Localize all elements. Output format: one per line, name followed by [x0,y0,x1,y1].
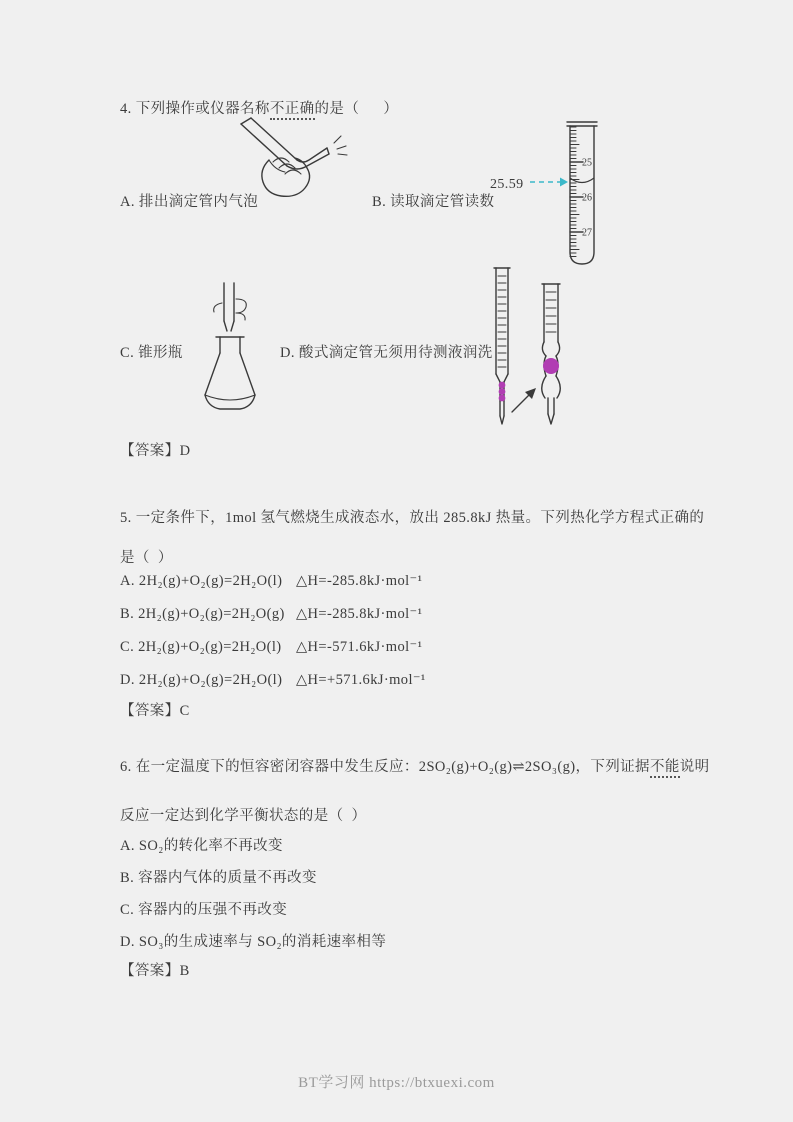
q4-option-d: D. 酸式滴定管无须用待测液润洗 [280,345,493,361]
q5-option-a-enthalpy: △H=-285.8kJ·mol⁻¹ [296,573,423,589]
q5-option-b-enthalpy: △H=-285.8kJ·mol⁻¹ [296,606,423,622]
q5-stem-line1: 5. 一定条件下，1mol 氢气燃烧生成液态水，放出 285.8kJ 热量。下列热化学方程式正确的 [120,510,705,526]
conical-flask-figure [178,283,278,425]
stopcock-dots [499,382,506,402]
q6-stem-line2: 反应一定达到化学平衡状态的是（ ） [120,808,367,824]
q5-option-d-equation: D. 2H₂(g)+O₂(g)=2H₂O(l) [120,672,283,688]
meniscus-curve [570,178,594,183]
q4-stem-emphasis: 不正确 [270,101,315,120]
burette-scale-figure [528,120,622,272]
q6-stem-line1 [120,757,710,777]
q4-option-a: A. 排出滴定管内气泡 [120,194,259,210]
q6-option-b: B. 容器内气体的质量不再改变 [120,870,317,886]
q4-option-b: B. 读取滴定管读数 [372,194,495,210]
q6-option-a: A. SO₂的转化率不再改变 [120,838,283,854]
burette-rinse-figure [472,264,607,442]
q6-stem-post: 说明 [679,759,710,775]
site-watermark: BT学习网 https://btxuexi.com [298,1075,495,1091]
q5-answer: 【答案】C [120,703,190,719]
q4-answer: 【答案】D [120,443,191,459]
q6-stem-pre: 6. 在一定温度下的恒容密闭容器中发生反应：2SO₂(g)+O₂(g)⇌2SO₃(g)，下列证据 [120,759,650,775]
reading-pointer-arrowhead [560,178,568,187]
q4-stem-pre: 4. 下列操作或仪器名称 [120,101,270,117]
scale-tick-25: 25 [582,157,592,169]
burette-reading-value: 25.59 [490,177,524,192]
q4-stem-post: 的是（ ） [314,101,399,117]
q6-answer: 【答案】B [120,963,190,979]
q5-option-b-equation: B. 2H₂(g)+O₂(g)=2H₂O(g) [120,606,285,622]
q6-option-d: D. SO₃的生成速率与 SO₂的消耗速率相等 [120,934,387,950]
glass-bead [543,358,559,374]
q5-stem-line2: 是（ ） [120,550,173,566]
q5-option-c-equation: C. 2H₂(g)+O₂(g)=2H₂O(l) [120,639,282,655]
q4-option-c: C. 锥形瓶 [120,345,183,361]
scale-tick-27: 27 [582,227,592,239]
q6-stem-emphasis: 不能 [650,759,680,778]
q5-option-d-enthalpy: △H=+571.6kJ·mol⁻¹ [296,672,426,688]
scale-tick-26: 26 [582,192,592,204]
q5-option-c-enthalpy: △H=-571.6kJ·mol⁻¹ [296,639,423,655]
q5-option-a-equation: A. 2H₂(g)+O₂(g)=2H₂O(l) [120,573,283,589]
q6-option-c: C. 容器内的压强不再改变 [120,902,288,918]
